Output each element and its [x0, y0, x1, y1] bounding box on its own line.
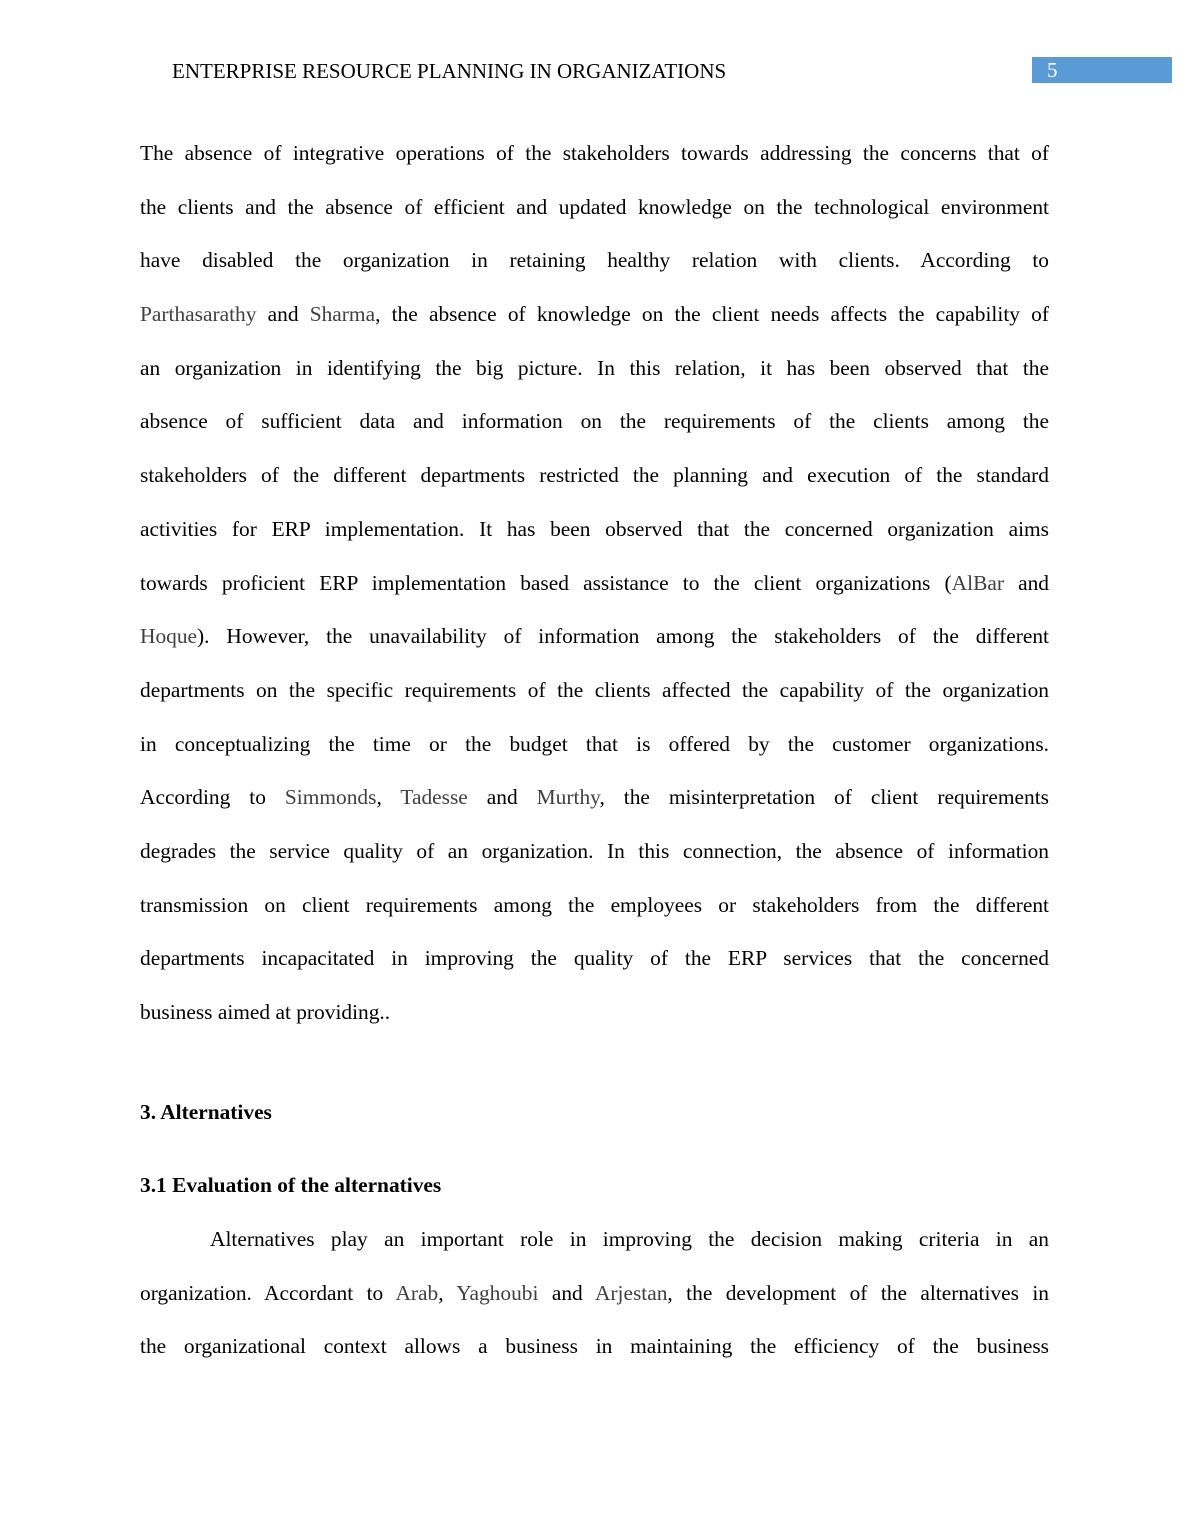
subsection-heading: 3.1 Evaluation of the alternatives: [140, 1173, 442, 1197]
paragraph-line: the organizational context allows a business in maintaining the efficiency of the business: [140, 1334, 1049, 1359]
citation-link[interactable]: Yaghoubi: [456, 1280, 539, 1305]
text-fragment: organization. Accordant to: [140, 1280, 396, 1305]
text-fragment: , the development of the alternatives in: [667, 1280, 1049, 1305]
text-fragment: and: [467, 785, 537, 810]
text-fragment: and: [538, 1280, 595, 1305]
body-paragraph-2: [140, 1213, 1049, 1374]
paragraph-line: an organization in identifying the big picture. In this relation, it has been observed that the: [140, 355, 1049, 380]
text-fragment: ). However, the unavailability of information among the stakeholders of the different: [197, 624, 1049, 649]
paragraph-line: degrades the service quality of an organization. In this connection, the absence of information: [140, 838, 1049, 863]
paragraph-line: The absence of integrative operations of the stakeholders towards addressing the concerns that of: [140, 141, 1049, 165]
paragraph-line: have disabled the organization in retaining healthy relation with clients. According to: [140, 248, 1049, 273]
citation-link[interactable]: Arjestan: [594, 1280, 668, 1305]
text-fragment: Alternatives play an important role in improving the decision making criteria in an: [210, 1227, 1049, 1251]
paragraph-line: stakeholders of the different departments restricted the planning and execution of the standard: [140, 463, 1049, 488]
page-number-badge: [1032, 57, 1172, 83]
paragraph-line: activities for ERP implementation. It has been observed that the concerned organization aims: [140, 516, 1049, 541]
citation-link[interactable]: AlBar: [951, 570, 1004, 595]
paragraph-line: [140, 1213, 1049, 1267]
paragraph-line: departments on the specific requirements of the clients affected the capability of the organization: [140, 677, 1049, 702]
paragraph-line: [140, 610, 1049, 664]
text-fragment: ,: [376, 785, 401, 810]
text-fragment: towards proficient ERP implementation based assistance to the client organizations (: [140, 570, 952, 595]
text-fragment: According to: [140, 785, 285, 810]
citation-link[interactable]: Hoque: [140, 624, 198, 649]
running-header-title: ENTERPRISE RESOURCE PLANNING IN ORGANIZATIONS: [172, 59, 727, 83]
paragraph-line: departments incapacitated in improving the quality of the ERP services that the concerned: [140, 946, 1049, 971]
body-paragraph-1: [140, 127, 1049, 1040]
paragraph-line: in conceptualizing the time or the budget that is offered by the customer organizations.: [140, 731, 1049, 756]
text-fragment: and: [1003, 570, 1049, 595]
citation-link[interactable]: Tadesse: [400, 785, 468, 810]
text-fragment: and: [256, 302, 310, 327]
paragraph-line: transmission on client requirements among the employees or stakeholders from the different: [140, 892, 1049, 917]
text-fragment: , the misinterpretation of client requirements: [599, 785, 1049, 810]
paragraph-line: the clients and the absence of efficient and updated knowledge on the technological environment: [140, 194, 1049, 219]
text-fragment: , the absence of knowledge on the client needs affects the capability of: [375, 302, 1049, 327]
paragraph-line: absence of sufficient data and information on the requirements of the clients among the: [140, 409, 1049, 434]
paragraph-line: [140, 771, 1049, 825]
citation-link[interactable]: Murthy: [536, 785, 600, 810]
paragraph-line: [140, 1267, 1049, 1321]
text-fragment: ,: [438, 1280, 457, 1305]
citation-link[interactable]: Parthasarathy: [140, 302, 257, 327]
citation-link[interactable]: Simmonds: [284, 785, 377, 810]
paragraph-line: business aimed at providing..: [140, 1000, 391, 1024]
paragraph-line: [140, 557, 1049, 611]
paragraph-line: [140, 288, 1049, 342]
citation-link[interactable]: Arab: [395, 1280, 439, 1305]
section-heading: 3. Alternatives: [140, 1100, 272, 1124]
citation-link[interactable]: Sharma: [309, 302, 376, 327]
page-number: 5: [1047, 58, 1058, 82]
